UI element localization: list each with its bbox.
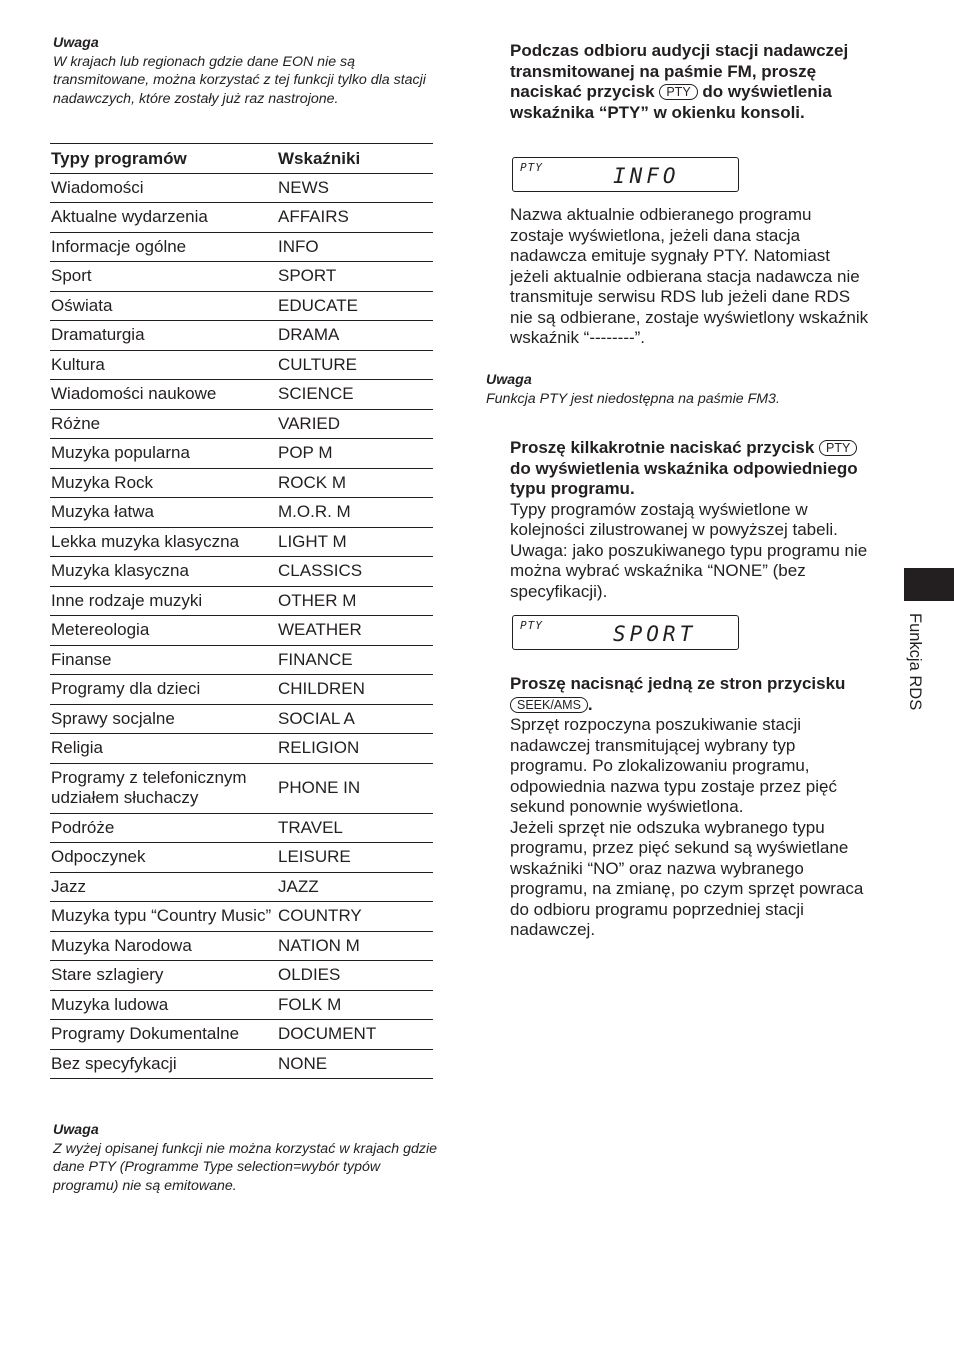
program-type-cell: Muzyka klasyczna bbox=[50, 557, 277, 587]
indicator-cell: AFFAIRS bbox=[277, 203, 433, 233]
program-type-cell: Programy Dokumentalne bbox=[50, 1020, 277, 1050]
program-type-cell: Muzyka Narodowa bbox=[50, 931, 277, 961]
table-row bbox=[50, 734, 433, 764]
table-row bbox=[50, 1020, 433, 1050]
indicator-cell: COUNTRY bbox=[277, 902, 433, 932]
note-text: Z wyżej opisanej funkcji nie można korzystać w krajach gdzie dane PTY (Programme Type selection=wybór typów programu) nie są emitowane. bbox=[53, 1140, 438, 1194]
indicator-cell: INFO bbox=[277, 232, 433, 262]
note-title: Uwaga bbox=[486, 372, 532, 388]
program-type-cell: Oświata bbox=[50, 291, 277, 321]
program-type-cell: Różne bbox=[50, 409, 277, 439]
indicator-cell: PHONE IN bbox=[277, 763, 433, 813]
section-tab-marker bbox=[904, 568, 954, 601]
step-2-bold-b: do wyświetlenia wskaźnika odpowiedniego typu programu. bbox=[510, 458, 858, 498]
indicator-cell: WEATHER bbox=[277, 616, 433, 646]
section-label: Funkcja RDS bbox=[906, 613, 924, 711]
program-type-cell: Metereologia bbox=[50, 616, 277, 646]
program-type-cell: Stare szlagiery bbox=[50, 961, 277, 991]
table-row bbox=[50, 232, 433, 262]
step-2-text: Typy programów zostają wyświetlone w kolejności zilustrowanej w powyższej tabeli. Uwaga: jako poszukiwanego typu programu nie można wybrać wskaźnika “NONE” (bez specyfikacji). bbox=[510, 499, 868, 601]
program-type-cell: Muzyka ludowa bbox=[50, 990, 277, 1020]
indicator-cell: DOCUMENT bbox=[277, 1020, 433, 1050]
table-row bbox=[50, 498, 433, 528]
table-row bbox=[50, 872, 433, 902]
step-3 bbox=[510, 674, 870, 941]
table-row bbox=[50, 557, 433, 587]
program-type-cell: Odpoczynek bbox=[50, 843, 277, 873]
table-row bbox=[50, 616, 433, 646]
note-title: Uwaga bbox=[53, 35, 99, 51]
indicator-cell: POP M bbox=[277, 439, 433, 469]
table-header-row bbox=[50, 144, 433, 174]
indicator-cell: NATION M bbox=[277, 931, 433, 961]
table-row bbox=[50, 813, 433, 843]
indicator-cell: M.O.R. M bbox=[277, 498, 433, 528]
indicator-cell: CULTURE bbox=[277, 350, 433, 380]
display-sport bbox=[512, 615, 739, 650]
table-row bbox=[50, 203, 433, 233]
pty-key: PTY bbox=[659, 84, 697, 100]
table-row bbox=[50, 675, 433, 705]
indicator-cell: OTHER M bbox=[277, 586, 433, 616]
program-type-cell: Bez specyfykacji bbox=[50, 1049, 277, 1079]
indicator-cell: FINANCE bbox=[277, 645, 433, 675]
note-title: Uwaga bbox=[53, 1122, 99, 1138]
table-row bbox=[50, 380, 433, 410]
column-header-indicators: Wskaźniki bbox=[277, 144, 433, 174]
pty-key: PTY bbox=[819, 440, 857, 456]
table-row bbox=[50, 291, 433, 321]
seek-ams-key: SEEK/AMS bbox=[510, 697, 588, 713]
program-type-cell: Muzyka typu “Country Music” bbox=[50, 902, 277, 932]
indicator-cell: FOLK M bbox=[277, 990, 433, 1020]
program-type-cell: Jazz bbox=[50, 872, 277, 902]
table-row bbox=[50, 843, 433, 873]
table-row bbox=[50, 439, 433, 469]
indicator-cell: EDUCATE bbox=[277, 291, 433, 321]
indicator-cell: JAZZ bbox=[277, 872, 433, 902]
program-type-cell: Wiadomości bbox=[50, 173, 277, 203]
table-row bbox=[50, 527, 433, 557]
note-text: W krajach lub regionach gdzie dane EON nie są transmitowane, można korzystać z tej funkcji tylko dla stacji nadawczych, które zostały już raz nastrojone. bbox=[53, 53, 426, 107]
program-type-cell: Muzyka łatwa bbox=[50, 498, 277, 528]
table-row bbox=[50, 321, 433, 351]
table-row bbox=[50, 1049, 433, 1079]
table-row bbox=[50, 704, 433, 734]
indicator-cell: NONE bbox=[277, 1049, 433, 1079]
program-type-cell: Sport bbox=[50, 262, 277, 292]
program-type-cell: Wiadomości naukowe bbox=[50, 380, 277, 410]
table-row bbox=[50, 409, 433, 439]
table-row bbox=[50, 931, 433, 961]
indicator-cell: CLASSICS bbox=[277, 557, 433, 587]
table-row bbox=[50, 645, 433, 675]
column-header-program-types: Typy programów bbox=[50, 144, 277, 174]
step-3-bold-a: Proszę nacisnąć jedną ze stron przycisku bbox=[510, 674, 846, 693]
table-row bbox=[50, 990, 433, 1020]
program-type-cell: Informacje ogólne bbox=[50, 232, 277, 262]
program-type-cell: Dramaturgia bbox=[50, 321, 277, 351]
indicator-cell: TRAVEL bbox=[277, 813, 433, 843]
display-program-name: INFO bbox=[613, 164, 680, 188]
table-row bbox=[50, 173, 433, 203]
display-info bbox=[512, 157, 739, 192]
table-row bbox=[50, 350, 433, 380]
indicator-cell: OLDIES bbox=[277, 961, 433, 991]
step-1-text-a: Podczas odbioru audycji stacji nadawczej transmitowanej na paśmie FM, proszę naciskać przycisk bbox=[510, 41, 849, 101]
indicator-cell: RELIGION bbox=[277, 734, 433, 764]
step-2-bold-a: Proszę kilkakrotnie naciskać przycisk bbox=[510, 438, 815, 457]
step-2 bbox=[510, 438, 870, 602]
program-type-cell: Programy dla dzieci bbox=[50, 675, 277, 705]
paragraph-program-name: Nazwa aktualnie odbieranego programu zostaje wyświetlona, jeżeli dana stacja nadawcza emituje sygnały PTY. Natomiast jeżeli aktualnie odbierana stacja nadawcza nie transmituje serwisu RDS lub jeżeli dane RDS nie są odbierane, zostaje wyświetlony wskaźnik wskaźnik “--------”. bbox=[510, 205, 869, 347]
indicator-cell: SOCIAL A bbox=[277, 704, 433, 734]
note-pty-not-emitted bbox=[53, 1121, 438, 1195]
step-3-text-1: Sprzęt rozpoczyna poszukiwanie stacji nadawczej transmitującej wybrany typ programu. Po zlokalizowaniu programu, odpowiednia nazwa typu zostaje przez pięć sekund ponownie wyświetlona. bbox=[510, 715, 837, 816]
note-fm3 bbox=[486, 371, 846, 408]
program-type-cell: Muzyka Rock bbox=[50, 468, 277, 498]
program-type-cell: Lekka muzyka klasyczna bbox=[50, 527, 277, 557]
step-1 bbox=[510, 41, 870, 123]
program-type-cell: Religia bbox=[50, 734, 277, 764]
table-row bbox=[50, 468, 433, 498]
table-row bbox=[50, 586, 433, 616]
step-3-bold-b: . bbox=[587, 694, 593, 714]
program-type-cell: Kultura bbox=[50, 350, 277, 380]
indicator-cell: CHILDREN bbox=[277, 675, 433, 705]
table-row bbox=[50, 961, 433, 991]
display-pty-indicator: PTY bbox=[520, 619, 543, 632]
program-type-cell: Muzyka popularna bbox=[50, 439, 277, 469]
indicator-cell: SPORT bbox=[277, 262, 433, 292]
note-eon bbox=[53, 34, 433, 108]
program-type-cell: Sprawy socjalne bbox=[50, 704, 277, 734]
step-1-text-b: do wyświetlenia wskaźnika “PTY” w okienku konsoli. bbox=[510, 82, 832, 122]
display-program-name: SPORT bbox=[613, 622, 697, 646]
indicator-cell: SCIENCE bbox=[277, 380, 433, 410]
table-row bbox=[50, 763, 433, 813]
program-type-cell: Inne rodzaje muzyki bbox=[50, 586, 277, 616]
indicator-cell: VARIED bbox=[277, 409, 433, 439]
table-row bbox=[50, 262, 433, 292]
display-pty-indicator: PTY bbox=[520, 161, 543, 174]
note-text: Funkcja PTY jest niedostępna na paśmie FM3. bbox=[486, 390, 780, 407]
program-type-cell: Podróże bbox=[50, 813, 277, 843]
step-3-text-2: Jeżeli sprzęt nie odszuka wybranego typu programu, przez pięć sekund są wyświetlane wskaźniki “NO” oraz nazwa wybranego programu, na zmianę, po czym sprzęt powraca do odbioru programu poprzedniej stacji nadawczej. bbox=[510, 817, 864, 939]
program-types-table bbox=[50, 143, 433, 1079]
indicator-cell: ROCK M bbox=[277, 468, 433, 498]
indicator-cell: NEWS bbox=[277, 173, 433, 203]
indicator-cell: DRAMA bbox=[277, 321, 433, 351]
table-body bbox=[50, 173, 433, 1079]
program-type-cell: Aktualne wydarzenia bbox=[50, 203, 277, 233]
table-row bbox=[50, 902, 433, 932]
indicator-cell: LIGHT M bbox=[277, 527, 433, 557]
program-type-cell: Programy z telefonicznym udziałem słuchaczy bbox=[50, 763, 277, 813]
indicator-cell: LEISURE bbox=[277, 843, 433, 873]
program-type-cell: Finanse bbox=[50, 645, 277, 675]
